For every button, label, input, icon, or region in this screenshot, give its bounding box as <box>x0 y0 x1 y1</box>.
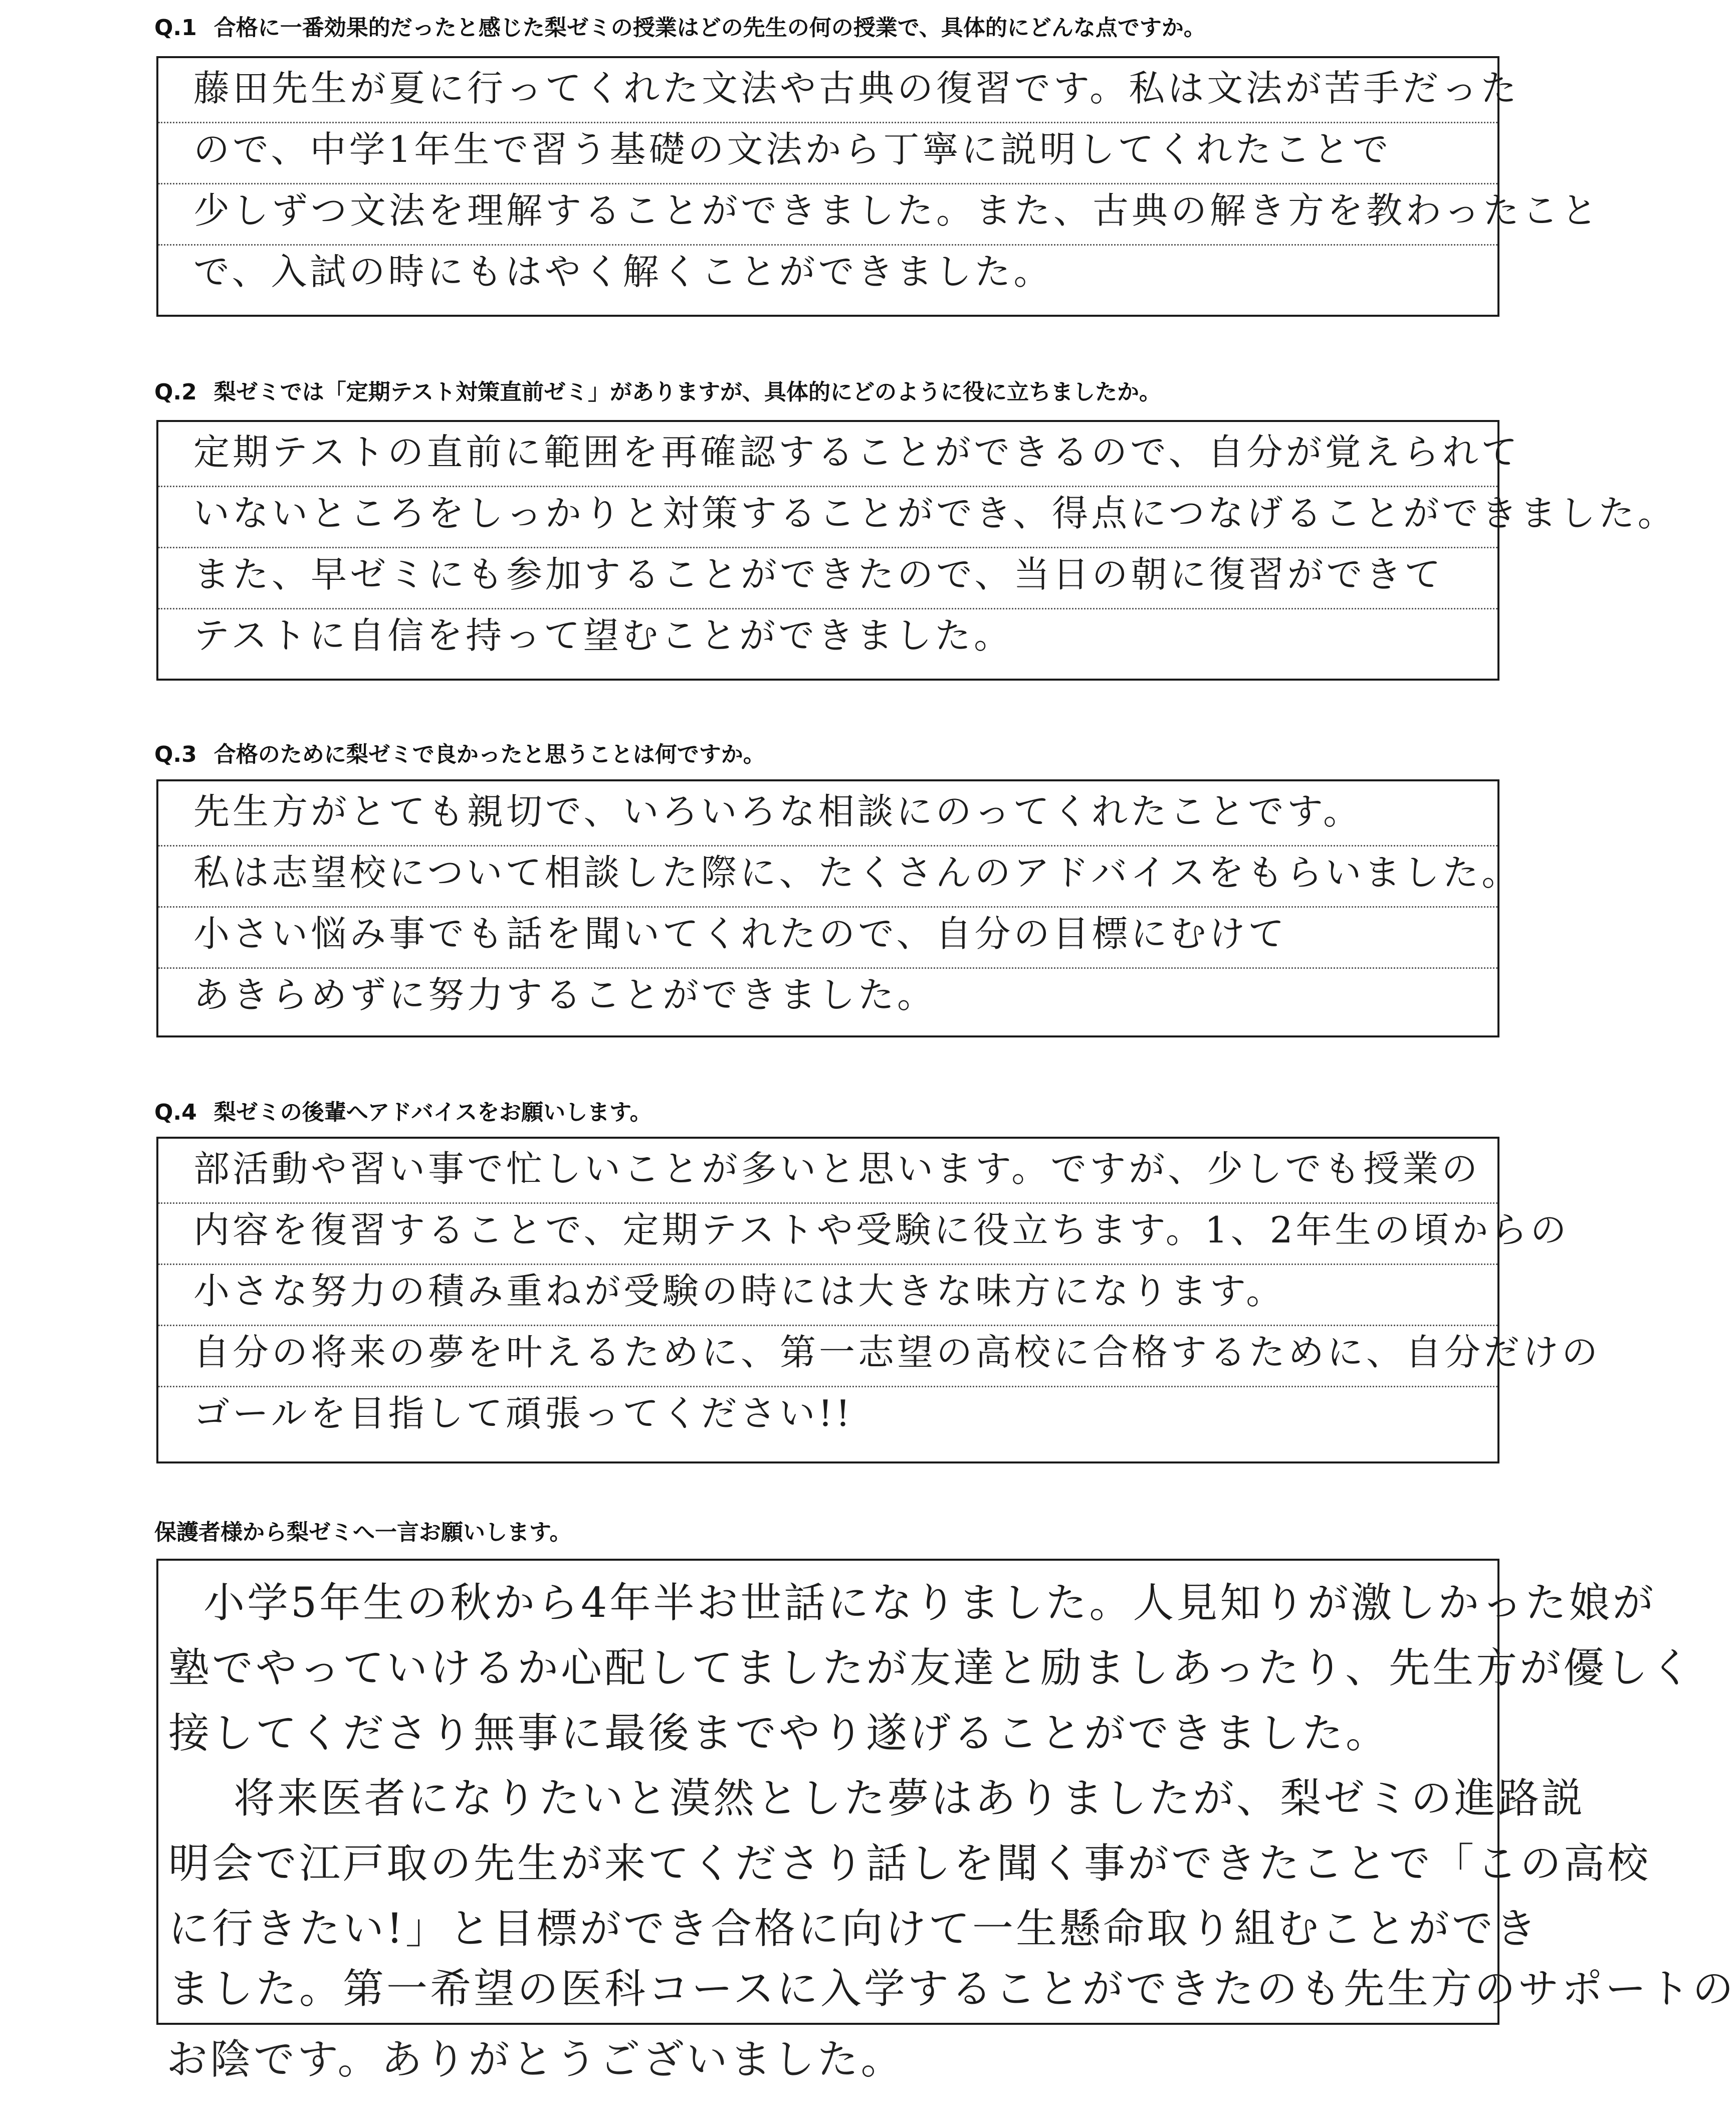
answer-box-4 <box>156 1137 1601 1463</box>
answer-line: あきらめずに努力することができました。 <box>193 974 937 1016</box>
question-number: Q.4 <box>154 1100 197 1125</box>
answer-box-2 <box>156 420 1677 681</box>
parent-line: ました。第一希望の医科コースに入学することができたのも先生方のサポートの <box>168 1965 1736 2013</box>
question-3 <box>154 741 765 769</box>
answer-line: テストに自信を持って望むことができました。 <box>193 614 1013 657</box>
parent-line: 小学5年生の秋から4年半お世話になりました。人見知りが激しかった娘が <box>203 1579 1656 1627</box>
answer-line: また、早ゼミにも参加することができたので、当日の朝に復習ができて <box>158 548 1497 609</box>
answer-line: 私は志望校について相談した際に、たくさんのアドバイスをもらいました。 <box>158 847 1497 908</box>
answer-box-1 <box>156 56 1601 317</box>
answer-line: 小さい悩み事でも話を聞いてくれたので、自分の目標にむけて <box>158 908 1497 969</box>
parent-line: に行きたい!」と目標ができ合格に向けて一生懸命取り組むことができ <box>168 1905 1539 1953</box>
answer-line: 藤田先生が夏に行ってくれた文法や古典の復習です。私は文法が苦手だった <box>158 62 1497 123</box>
question-4 <box>154 1099 652 1127</box>
question-text: 梨ゼミでは「定期テスト対策直前ゼミ」がありますが、具体的にどのように役に立ちましたか。 <box>213 379 1161 405</box>
parent-comment-box <box>156 1559 1736 2025</box>
question-number: Q.3 <box>154 742 197 767</box>
question-number: Q.1 <box>154 15 197 41</box>
parent-line: 明会で江戸取の先生が来てくださり話しを聞く事ができたことで「この高校 <box>168 1840 1651 1887</box>
question-text: 合格に一番効果的だったと感じた梨ゼミの授業はどの先生の何の授業で、具体的にどんな点ですか。 <box>213 15 1206 41</box>
answer-line: 部活動や習い事で忙しいことが多いと思います。ですが、少しでも授業の <box>158 1143 1497 1204</box>
answer-line: 自分の将来の夢を叶えるために、第一志望の高校に合格するために、自分だけの <box>158 1326 1497 1387</box>
question-text: 梨ゼミの後輩へアドバイスをお願いします。 <box>213 1100 652 1125</box>
parent-line: 塾でやっていけるか心配してましたが友達と励ましあったり、先生方が優しく <box>168 1644 1694 1692</box>
parent-line: 将来医者になりたいと漠然とした夢はありましたが、梨ゼミの進路説 <box>234 1775 1586 1822</box>
parent-line: お陰です。ありがとうございました。 <box>166 2036 905 2083</box>
parent-question: 保護者様から梨ゼミへ一言お願いします。 <box>154 1520 572 1545</box>
answer-line: 定期テストの直前に範囲を再確認することができるので、自分が覚えられて <box>158 426 1497 487</box>
answer-line: 小さな努力の積み重ねが受験の時には大きな味方になります。 <box>158 1265 1497 1326</box>
answer-line: で、入試の時にもはやく解くことができました。 <box>193 251 1053 293</box>
question-1 <box>154 14 1206 42</box>
question-2 <box>154 378 1161 406</box>
answer-line: 内容を復習することで、定期テストや受験に役立ちます。1、2年生の頃からの <box>158 1204 1497 1265</box>
answer-line: 少しずつ文法を理解することができました。また、古典の解き方を教わったこと <box>158 184 1497 246</box>
answer-line: ので、中学1年生で習う基礎の文法から丁寧に説明してくれたことで <box>158 123 1497 184</box>
answer-line: ゴールを目指して頑張ってください!! <box>193 1392 853 1434</box>
answer-line: いないところをしっかりと対策することができ、得点につなげることができました。 <box>158 487 1497 548</box>
parent-line: 接してくださり無事に最後までやり遂げることができました。 <box>168 1710 1390 1757</box>
answer-line: 先生方がとても親切で、いろいろな相談にのってくれたことです。 <box>158 785 1497 847</box>
question-number: Q.2 <box>154 379 197 405</box>
answer-box-3 <box>156 779 1521 1037</box>
question-text: 合格のために梨ゼミで良かったと思うことは何ですか。 <box>213 742 765 767</box>
